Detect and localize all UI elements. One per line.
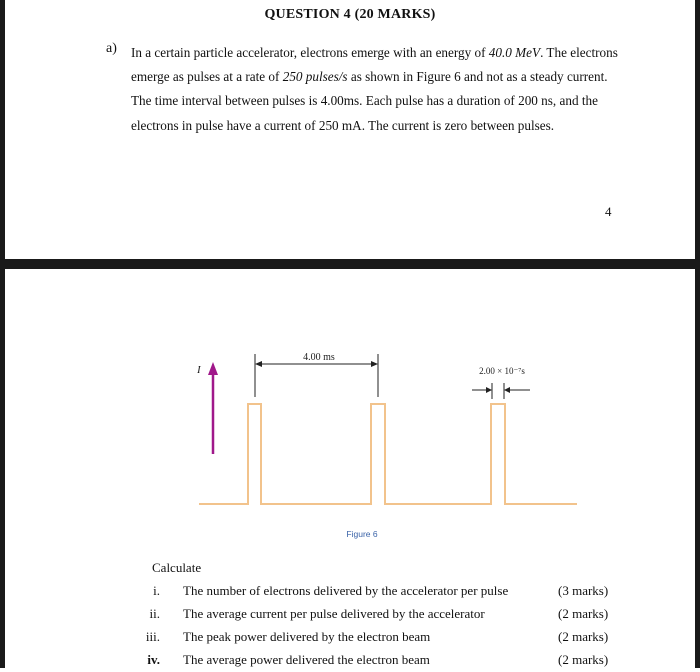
interval-arrow-right-icon xyxy=(371,361,378,367)
item-text: The average power delivered the electron beam xyxy=(183,652,430,667)
page-number: 4 xyxy=(605,204,612,219)
item-number: iii. xyxy=(145,629,160,644)
pulse-figure xyxy=(5,269,695,559)
question-paragraph xyxy=(131,41,631,138)
question-item xyxy=(5,583,695,603)
energy-value: 40.0 MeV xyxy=(488,45,541,60)
part-marker: a) xyxy=(106,41,117,56)
question-item xyxy=(5,606,695,626)
duration-arrow-left-icon xyxy=(486,387,492,393)
question-item xyxy=(5,629,695,649)
question-page-bottom xyxy=(0,269,700,668)
item-marks: (2 marks) xyxy=(558,629,609,644)
question-heading: QUESTION 4 (20 MARKS) xyxy=(264,7,436,22)
duration-arrow-right-icon xyxy=(504,387,510,393)
question-text-3: as shown in Figure 6 and not as a steady current. The time interval between pulses is 4.00ms. Each pulse has a duration of 200 ns, and the electrons in pulse have a current of 250 mA. The current is zero between pulses. xyxy=(131,69,608,133)
calculate-heading: Calculate xyxy=(152,560,202,575)
pulse-waveform xyxy=(199,404,577,504)
question-text-1: In a certain particle accelerator, electrons emerge with an energy of xyxy=(131,45,489,60)
question-page-top xyxy=(0,0,700,259)
item-text: The peak power delivered by the electron beam xyxy=(183,629,431,644)
item-marks: (2 marks) xyxy=(558,652,609,667)
rate-value: 250 pulses/s xyxy=(282,69,348,85)
figure-caption: Figure 6 xyxy=(346,529,378,539)
item-number: iv. xyxy=(147,652,160,667)
interval-label: 4.00 ms xyxy=(303,352,335,363)
duration-label: 2.00 × 10⁻⁷s xyxy=(479,366,525,376)
arrow-head-icon xyxy=(208,362,218,375)
item-text: The number of electrons delivered by the accelerator per pulse xyxy=(183,583,509,598)
item-marks: (2 marks) xyxy=(558,606,609,621)
axis-label-i: I xyxy=(197,364,201,376)
item-number: ii. xyxy=(149,606,160,621)
question-item xyxy=(5,652,695,672)
interval-arrow-left-icon xyxy=(255,361,262,367)
item-number: i. xyxy=(153,583,160,598)
page-divider xyxy=(0,259,700,269)
question-text-2: . The electrons emerge as pulses at a rate of xyxy=(131,45,618,85)
item-text: The average current per pulse delivered by the accelerator xyxy=(183,606,485,621)
item-marks: (3 marks) xyxy=(558,583,609,598)
